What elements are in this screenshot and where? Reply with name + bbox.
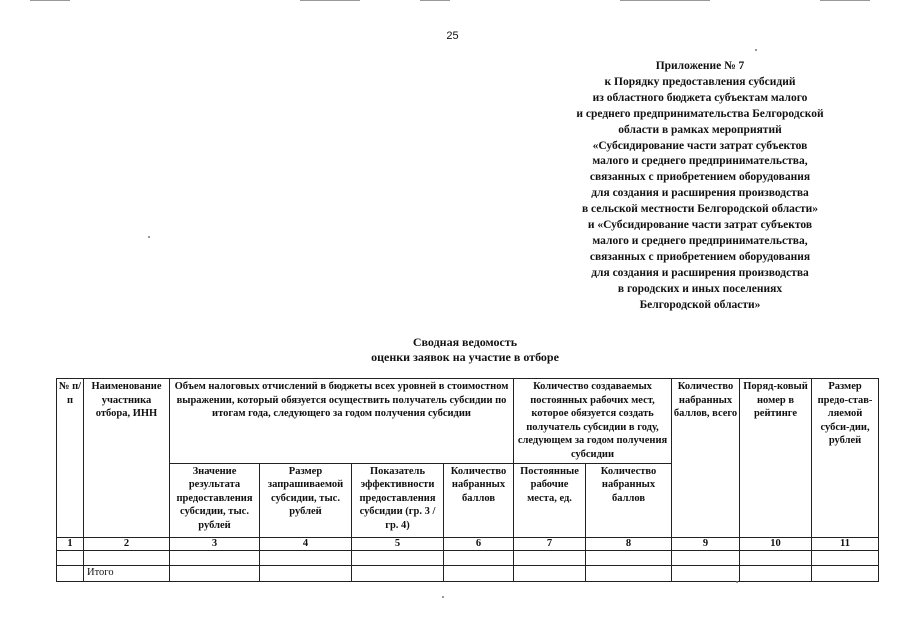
- column-number: 6: [444, 537, 514, 550]
- column-number: 9: [672, 537, 740, 550]
- appendix-line: области в рамках мероприятий: [618, 123, 782, 136]
- scan-speck: [442, 596, 444, 598]
- appendix-line: и «Субсидирование части затрат субъектов: [587, 219, 813, 232]
- table-cell: [57, 565, 84, 581]
- header-jobs-points: Количество набранных баллов: [586, 463, 672, 537]
- appendix-line: из областного бюджета субъектам малого: [592, 91, 808, 104]
- appendix-line: малого и среднего предпринимательства,: [592, 155, 808, 168]
- table-cell: [740, 565, 812, 581]
- header-permanent-jobs: Постоянные рабочие места, ед.: [514, 463, 586, 537]
- table-cell: [444, 565, 514, 581]
- table-cell: [84, 550, 170, 565]
- appendix-line: для создания и расширения производства: [591, 187, 809, 200]
- table-cell: [57, 550, 84, 565]
- column-number: 8: [586, 537, 672, 550]
- table-cell: [170, 565, 260, 581]
- table-cell: [672, 565, 740, 581]
- header-participant-name: Наименование участника отбора, ИНН: [84, 379, 170, 538]
- header-jobs-group: Количество создаваемых постоянных рабочих мест, которое обязуется создать получатель субсидии в году, следующем за годом получения субсидии: [514, 379, 672, 464]
- header-efficiency-indicator: Показатель эффективности предоставления субсидии (гр. 3 / гр. 4): [352, 463, 444, 537]
- table-cell: [672, 550, 740, 565]
- appendix-line: «Субсидирование части затрат субъектов: [592, 139, 808, 152]
- header-total-points: Количество набранных баллов, всего: [672, 379, 740, 538]
- scan-edge-artifact: [0, 0, 905, 2]
- table-cell: [514, 565, 586, 581]
- table-cell: [444, 550, 514, 565]
- appendix-line: связанных с приобретением оборудования: [589, 250, 811, 263]
- evaluation-summary-table: [56, 378, 879, 582]
- appendix-line: связанных с приобретением оборудования: [589, 171, 811, 184]
- total-label: Итого: [84, 565, 170, 581]
- appendix-line: Приложение № 7: [655, 60, 745, 72]
- appendix-line: малого и среднего предпринимательства,: [592, 234, 808, 247]
- page-number: 25: [446, 30, 459, 42]
- table-cell: [170, 550, 260, 565]
- appendix-line: Белгородской области»: [639, 298, 761, 311]
- column-number: 10: [740, 537, 812, 550]
- table-cell: [586, 565, 672, 581]
- column-number: 1: [57, 537, 84, 550]
- table-cell: [740, 550, 812, 565]
- table-cell: [812, 565, 879, 581]
- appendix-line: в городских и иных поселениях: [617, 282, 783, 295]
- title-line-1: Сводная ведомость: [412, 335, 518, 349]
- header-subsidy-amount: Размер предо-став-ляемой субси-дии, рублей: [812, 379, 879, 538]
- header-result-value: Значение результата предоставления субсидии, тыс. рублей: [170, 463, 260, 537]
- header-rank: Поряд-ковый номер в рейтинге: [740, 379, 812, 538]
- table-cell: [586, 550, 672, 565]
- header-requested-subsidy: Размер запрашиваемой субсидии, тыс. рублей: [260, 463, 352, 537]
- column-number: 2: [84, 537, 170, 550]
- appendix-line: к Порядку предоставления субсидий: [604, 75, 796, 88]
- appendix-line: для создания и расширения производства: [591, 266, 809, 279]
- header-row-number: № п/п: [57, 379, 84, 538]
- table-cell: [514, 550, 586, 565]
- column-number-row: [57, 537, 879, 550]
- total-row: [57, 565, 879, 581]
- column-number: 7: [514, 537, 586, 550]
- document-title: [0, 335, 905, 365]
- column-number: 4: [260, 537, 352, 550]
- appendix-line: и среднего предпринимательства Белгородской: [576, 107, 824, 120]
- scan-speck: [736, 581, 738, 583]
- scan-speck: [148, 236, 150, 238]
- table-cell: [812, 550, 879, 565]
- column-number: 5: [352, 537, 444, 550]
- appendix-line: в сельской местности Белгородской области»: [581, 203, 819, 216]
- scan-speck: [755, 49, 757, 51]
- table-cell: [352, 565, 444, 581]
- column-number: 11: [812, 537, 879, 550]
- table-cell: [352, 550, 444, 565]
- header-tax-points: Количество набранных баллов: [444, 463, 514, 537]
- column-number: 3: [170, 537, 260, 550]
- appendix-header: [540, 59, 860, 314]
- empty-data-row: [57, 550, 879, 565]
- title-line-2: оценки заявок на участие в отборе: [371, 350, 559, 364]
- table-cell: [260, 550, 352, 565]
- header-tax-deductions-group: Объем налоговых отчислений в бюджеты всех уровней в стоимостном выражении, который обязуется осуществить получатель субсидии по итогам года, следующего за годом получения субсидии: [170, 379, 514, 464]
- table-cell: [260, 565, 352, 581]
